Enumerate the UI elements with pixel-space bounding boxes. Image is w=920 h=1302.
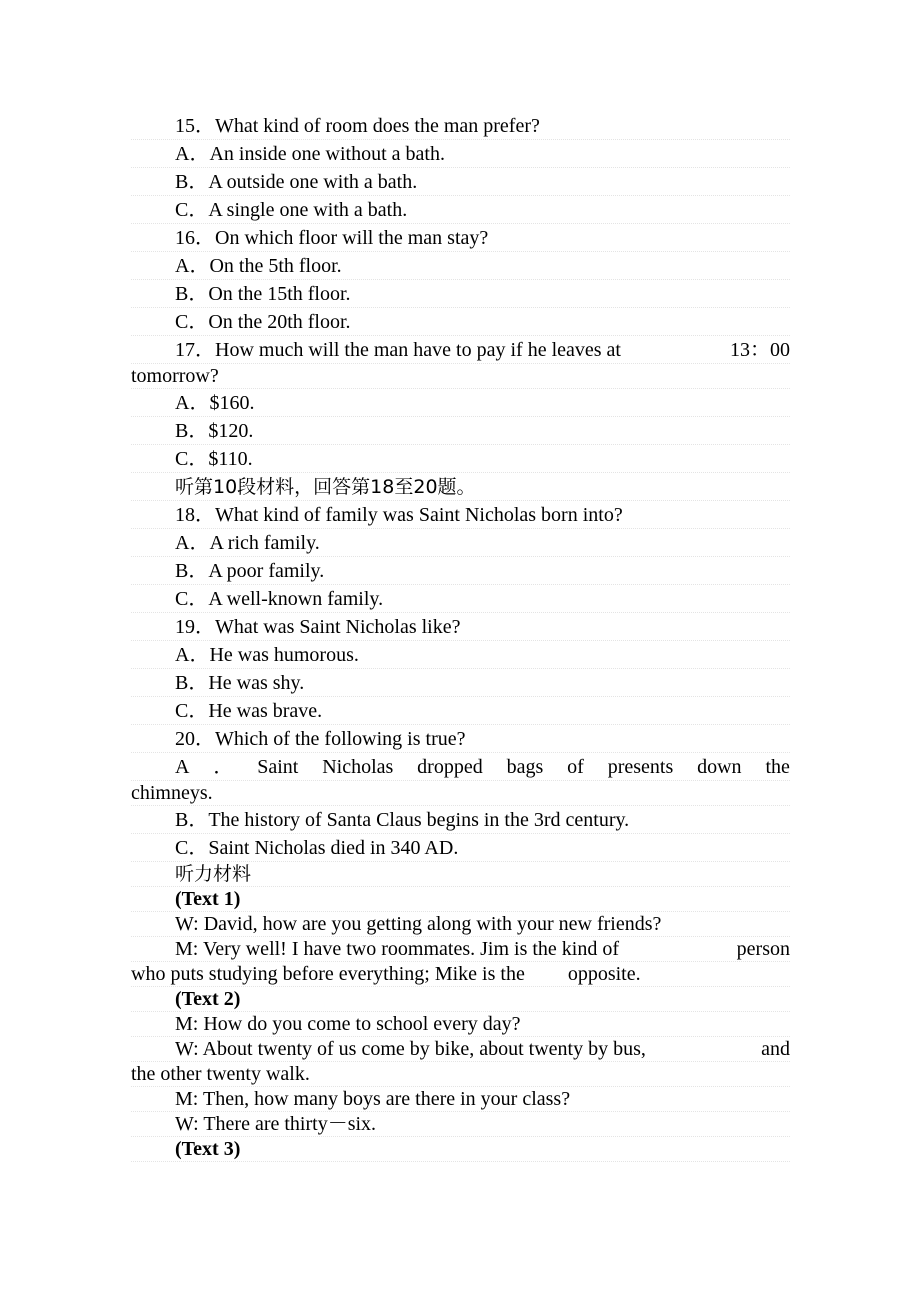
- option-17c: C．$110.: [131, 445, 790, 473]
- question-17: [131, 336, 790, 364]
- option-20a-word: A: [175, 756, 190, 778]
- option-20a-word: down: [697, 756, 742, 778]
- question-18: 18．What kind of family was Saint Nicholas born into?: [131, 501, 790, 529]
- option-18c: C．A well-known family.: [131, 585, 790, 613]
- option-20b: B．The history of Santa Claus begins in the 3rd century.: [131, 806, 790, 834]
- text1-line2-continued: [131, 962, 790, 987]
- option-20a-word: bags: [506, 756, 544, 778]
- option-15a: A．An inside one without a bath.: [131, 140, 790, 168]
- option-17b: B．$120.: [131, 417, 790, 445]
- text2-title: (Text 2): [131, 987, 790, 1012]
- text2-line2-main: W: About twenty of us come by bike, about twenty by bus,: [175, 1038, 646, 1060]
- option-17a: A．$160.: [131, 389, 790, 417]
- question-20: 20．Which of the following is true?: [131, 725, 790, 753]
- option-18a: A．A rich family.: [131, 529, 790, 557]
- text2-line1: M: How do you come to school every day?: [131, 1012, 790, 1037]
- option-16b: B．On the 15th floor.: [131, 280, 790, 308]
- text1-line2-cont: who puts studying before everything; Mike is the: [131, 963, 525, 985]
- text1-line1: W: David, how are you getting along with your new friends?: [131, 912, 790, 937]
- option-20a-word: of: [567, 756, 584, 778]
- option-15b: B．A outside one with a bath.: [131, 168, 790, 196]
- text1-title: (Text 1): [131, 887, 790, 912]
- question-17-time: 13：00: [730, 339, 790, 361]
- option-20a-continued: chimneys.: [131, 781, 790, 806]
- option-19a: A．He was humorous.: [131, 641, 790, 669]
- option-20a-word: Saint: [257, 756, 299, 778]
- question-16: 16．On which floor will the man stay?: [131, 224, 790, 252]
- option-20a-word: the: [765, 756, 790, 778]
- option-18b: B．A poor family.: [131, 557, 790, 585]
- option-16a: A．On the 5th floor.: [131, 252, 790, 280]
- text1-line2-end: person: [736, 938, 790, 960]
- section-instruction: 听第10段材料，回答第18至20题。: [131, 473, 790, 501]
- question-17-text: 17．How much will the man have to pay if he leaves at: [175, 339, 621, 361]
- text2-line2-end: and: [761, 1038, 790, 1060]
- option-19b: B．He was shy.: [131, 669, 790, 697]
- option-20a-word: dropped: [417, 756, 483, 778]
- text3-title: (Text 3): [131, 1137, 790, 1162]
- question-15: 15．What kind of room does the man prefer?: [131, 112, 790, 140]
- text1-line2-last: opposite.: [567, 963, 641, 985]
- transcript-heading: 听力材料: [131, 862, 790, 887]
- option-16c: C．On the 20th floor.: [131, 308, 790, 336]
- text2-line4: W: There are thirty－six.: [131, 1112, 790, 1137]
- option-20a: [131, 753, 790, 781]
- text2-line3: M: Then, how many boys are there in your class?: [131, 1087, 790, 1112]
- option-20a-word: ．: [213, 756, 234, 778]
- text1-line2-main: M: Very well! I have two roommates. Jim is the kind of: [175, 938, 620, 960]
- question-17-continued: tomorrow?: [131, 364, 790, 389]
- option-20a-word: presents: [607, 756, 674, 778]
- text2-line2-continued: the other twenty walk.: [131, 1062, 790, 1087]
- option-19c: C．He was brave.: [131, 697, 790, 725]
- text1-line2: [131, 937, 790, 962]
- option-20c: C．Saint Nicholas died in 340 AD.: [131, 834, 790, 862]
- option-20a-word: Nicholas: [322, 756, 394, 778]
- text2-line2: [131, 1037, 790, 1062]
- document-content: [131, 112, 790, 1162]
- question-19: 19．What was Saint Nicholas like?: [131, 613, 790, 641]
- option-15c: C．A single one with a bath.: [131, 196, 790, 224]
